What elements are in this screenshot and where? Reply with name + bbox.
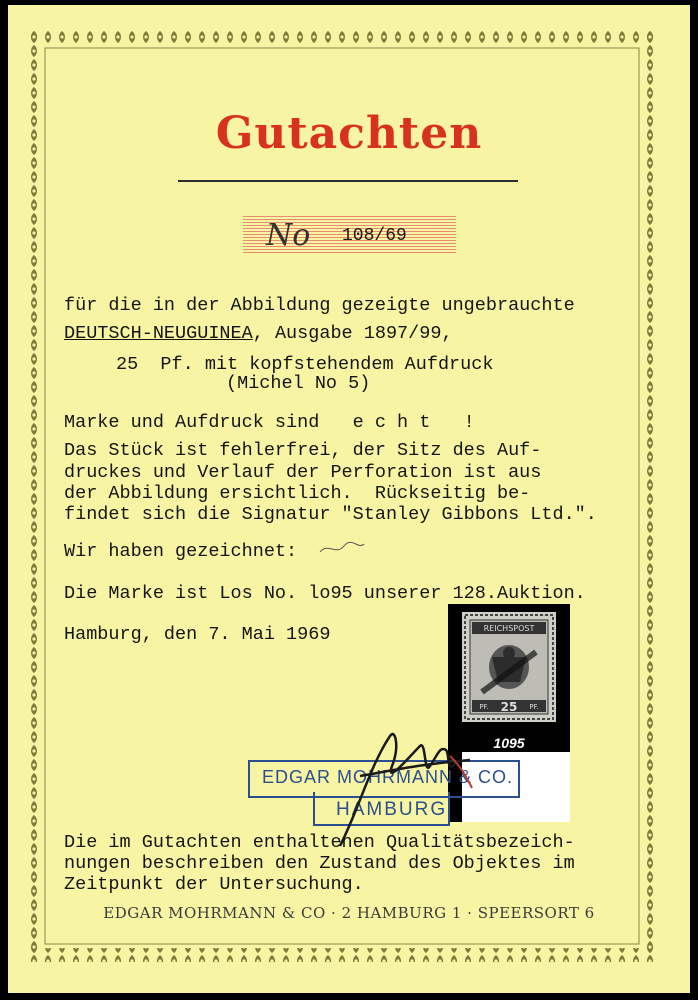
text-line: für die in der Abbildung gezeigte ungebrauchte <box>64 295 575 316</box>
company-stamp-line2: HAMBURG <box>336 799 448 820</box>
text-line: Wir haben gezeichnet: <box>64 541 298 562</box>
text-line: Die im Gutachten enthaltenen Qualitätsbezeich- <box>64 832 575 853</box>
text-line: druckes und Verlauf der Perforation ist aus <box>64 462 542 483</box>
text-line: 25 Pf. mit kopfstehendem Aufdruck <box>116 354 494 375</box>
text-line: Die Marke ist Los No. lo95 unserer 128.Auktion. <box>64 583 586 604</box>
certificate-number: 108/69 <box>342 226 407 246</box>
text-line: (Michel No 5) <box>226 373 371 394</box>
stamp-header: REICHSPOST <box>483 624 535 633</box>
number-sign: No <box>266 218 311 253</box>
text-line: Das Stück ist fehlerfrei, der Sitz des Auf- <box>64 440 542 461</box>
postage-stamp <box>462 612 556 722</box>
lot-label: 1095 <box>493 735 525 751</box>
small-signature <box>318 538 366 558</box>
text-line: Marke und Aufdruck sind e c h t ! <box>64 412 475 433</box>
footer-address: EDGAR MOHRMANN & CO · 2 HAMBURG 1 · SPEERSORT 6 <box>103 904 595 922</box>
title-divider <box>178 180 518 182</box>
text-line <box>64 323 453 344</box>
text-line: findet sich die Signatur "Stanley Gibbons Ltd.". <box>64 504 597 525</box>
stamp-design <box>462 612 556 722</box>
stamp-unit-right: PF. <box>529 703 539 711</box>
text-line: Zeitpunkt der Untersuchung. <box>64 874 364 895</box>
text-line: Hamburg, den 7. Mai 1969 <box>64 624 331 645</box>
text-line: der Abbildung ersichtlich. Rückseitig be- <box>64 483 531 504</box>
text-line: nungen beschreiben den Zustand des Objektes im <box>64 853 575 874</box>
stamp-unit-left: PF. <box>479 703 489 711</box>
issue-text: , Ausgabe 1897/99, <box>252 323 453 344</box>
certificate-title: Gutachten <box>215 108 483 159</box>
company-stamp-line1: EDGAR MOHRMANN & CO. <box>262 767 514 787</box>
country-name: DEUTSCH-NEUGUINEA <box>64 323 253 344</box>
stamp-value: 25 <box>500 700 518 714</box>
